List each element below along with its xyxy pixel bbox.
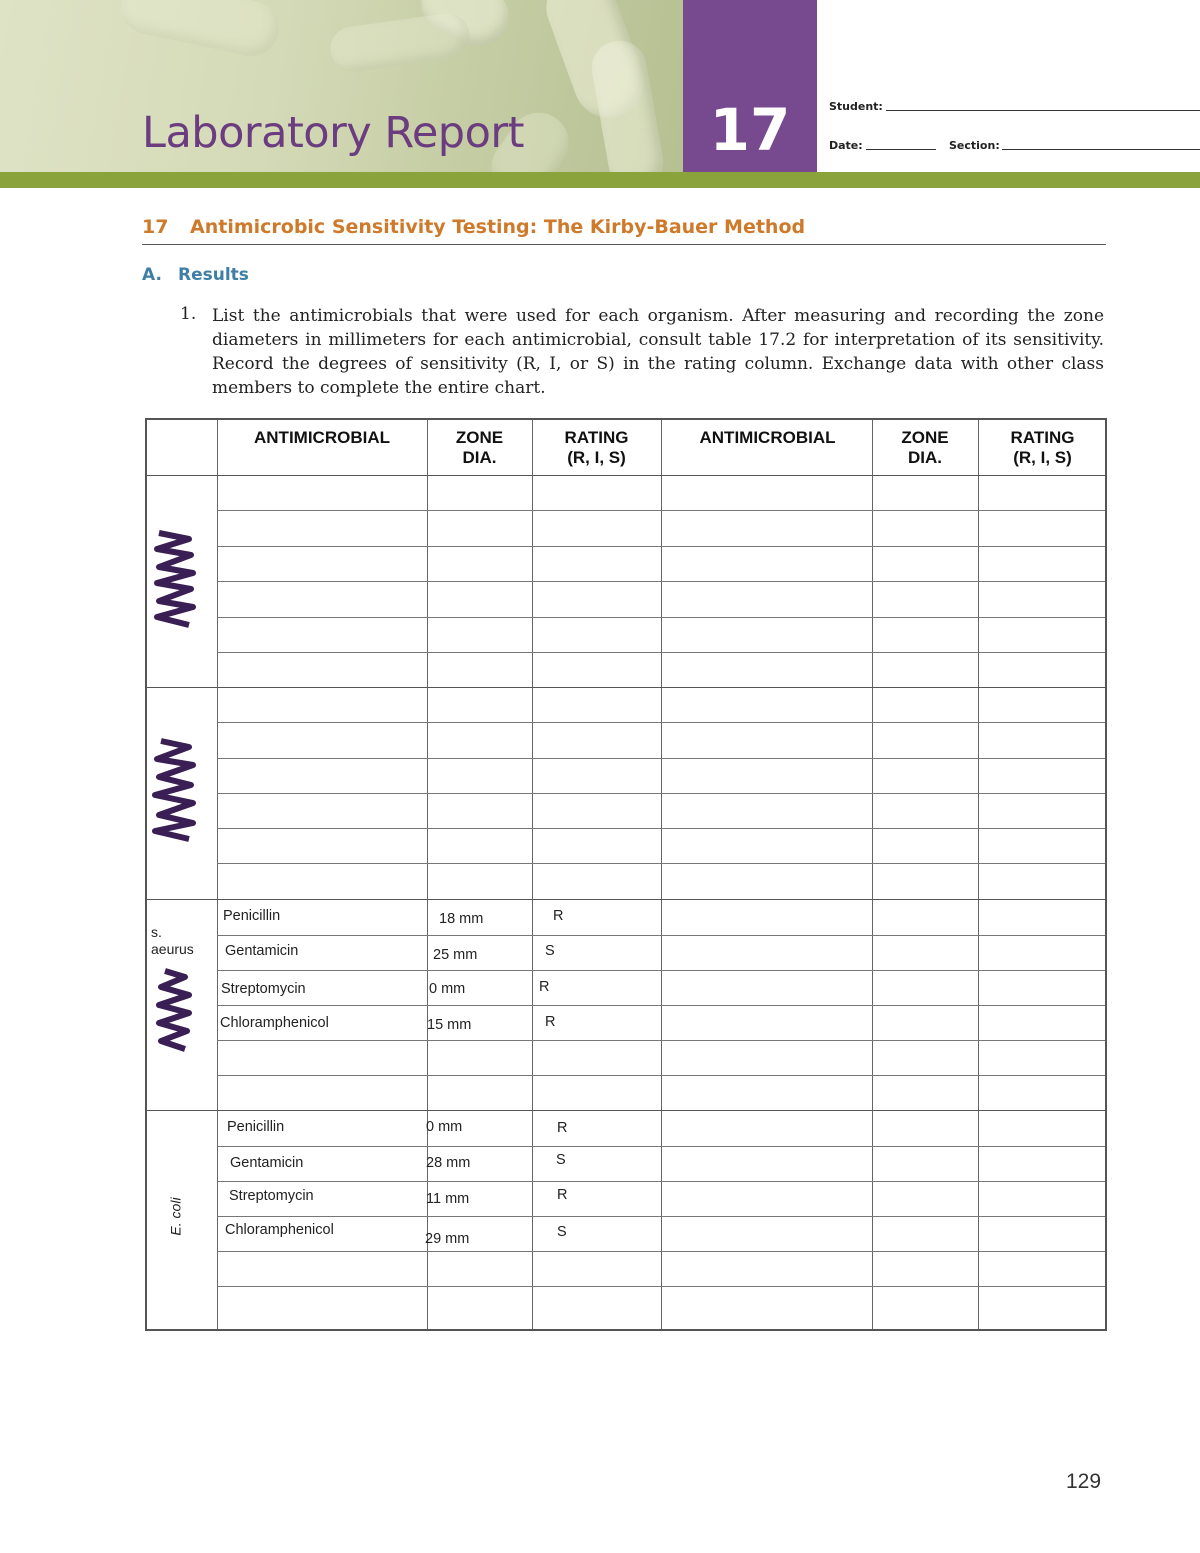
row-divider (217, 1075, 1105, 1076)
cell-zone: 25 mm (433, 947, 478, 963)
row-divider (217, 1181, 1105, 1182)
header-zone-line2: DIA. (908, 448, 942, 467)
group-divider (147, 687, 1105, 688)
header-rating-2 (978, 428, 1107, 468)
student-label: Student: (829, 100, 883, 113)
header-rating-line2: (R, I, S) (1013, 448, 1072, 467)
header-zone-line2: DIA. (462, 448, 497, 467)
cell-zone: 29 mm (425, 1231, 470, 1247)
scribble-mark (149, 525, 201, 635)
column-divider (217, 420, 218, 1329)
header-zone-1 (427, 428, 532, 468)
header-zone-line1: ZONE (901, 428, 949, 447)
column-divider (532, 420, 533, 1329)
cell-zone: 0 mm (429, 981, 466, 997)
row-divider (217, 510, 1105, 511)
subsection-title (142, 265, 249, 285)
cell-antimicrobial: Chloramphenicol (225, 1222, 334, 1238)
group-divider (147, 1110, 1105, 1111)
header-antimicrobial-1: ANTIMICROBIAL (254, 428, 390, 447)
organism-label-s-aureus (151, 924, 194, 958)
cell-antimicrobial: Streptomycin (229, 1188, 314, 1204)
row-divider (217, 1216, 1105, 1217)
date-label: Date: (829, 139, 863, 152)
cell-rating: S (545, 943, 555, 959)
header-rating-line1: RATING (1010, 428, 1075, 447)
cell-rating: S (556, 1152, 566, 1168)
row-divider (217, 758, 1105, 759)
row-divider (217, 793, 1105, 794)
organism-label-e-coli-text: E. coli (167, 1197, 184, 1236)
subsection-title-text: Results (178, 265, 249, 285)
page-number: 129 (1066, 1470, 1102, 1493)
header-divider-line (147, 475, 1105, 476)
row-divider (217, 1005, 1105, 1006)
bacteria-image (116, 0, 284, 61)
group-divider (147, 899, 1105, 900)
row-divider (217, 1040, 1105, 1041)
cell-zone: 18 mm (439, 911, 484, 927)
cell-rating: S (557, 1224, 567, 1240)
row-divider (217, 935, 1105, 936)
organism-label-e-coli (161, 1188, 191, 1248)
cell-rating: R (557, 1120, 568, 1136)
cell-antimicrobial: Chloramphenicol (220, 1015, 329, 1031)
organism-label-line2: aeurus (151, 941, 194, 957)
cell-rating: R (545, 1014, 556, 1030)
header-divider (0, 172, 1200, 188)
instruction-number: 1. (180, 304, 197, 324)
cell-zone: 15 mm (427, 1017, 472, 1033)
organism-label-line1: s. (151, 924, 162, 940)
report-title: Laboratory Report (142, 108, 524, 158)
header-zone-line1: ZONE (455, 428, 504, 447)
cell-zone: 28 mm (426, 1155, 471, 1171)
cell-rating: R (557, 1187, 568, 1203)
cell-antimicrobial: Penicillin (227, 1119, 285, 1135)
section-field[interactable] (1002, 149, 1200, 150)
scribble-mark (149, 735, 201, 847)
header-zone-2 (872, 428, 978, 468)
section-title (142, 216, 1106, 245)
row-divider (217, 863, 1105, 864)
cell-rating: R (553, 908, 564, 924)
chapter-number: 17 (683, 0, 817, 188)
row-divider (217, 1251, 1105, 1252)
results-table (145, 418, 1107, 1331)
row-divider (217, 617, 1105, 618)
cell-antimicrobial: Gentamicin (225, 943, 299, 959)
scribble-mark (149, 965, 201, 1060)
section-number: 17 (142, 216, 169, 238)
row-divider (217, 1146, 1105, 1147)
row-divider (217, 1286, 1105, 1287)
row-divider (217, 970, 1105, 971)
bacteria-image (587, 36, 667, 172)
row-divider (217, 546, 1105, 547)
cell-rating: R (539, 979, 550, 995)
cell-antimicrobial: Gentamicin (230, 1155, 304, 1171)
column-divider (872, 420, 873, 1329)
cell-zone: 11 mm (426, 1191, 470, 1207)
column-divider (978, 420, 979, 1329)
column-divider (661, 420, 662, 1329)
cell-antimicrobial: Penicillin (223, 908, 281, 924)
header-rating-1 (532, 428, 661, 468)
subsection-label: A. (142, 265, 162, 285)
row-divider (217, 722, 1105, 723)
header-rating-line2: (R, I, S) (567, 448, 626, 467)
bacteria-image (328, 10, 473, 74)
header-banner (0, 0, 683, 172)
row-divider (217, 828, 1105, 829)
student-field[interactable] (886, 110, 1200, 111)
section-label: Section: (949, 139, 1000, 152)
row-divider (217, 652, 1105, 653)
row-divider (217, 581, 1105, 582)
cell-antimicrobial: Streptomycin (221, 981, 306, 997)
instruction-text: List the antimicrobials that were used for each organism. After measuring and recording the zone diameters in millimeters for each antimicrobial, consult table 17.2 for interpretation of its sensitivity. Record the degrees of sensitivity (R, I, or S) in the rating column. Exchange data with other class members to complete the entire chart. (212, 306, 1104, 398)
section-title-text: Antimicrobic Sensitivity Testing: The Kirby-Bauer Method (190, 216, 806, 238)
header-rating-line1: RATING (564, 428, 629, 447)
date-field[interactable] (866, 149, 936, 150)
header-antimicrobial-2: ANTIMICROBIAL (699, 428, 836, 447)
cell-zone: 0 mm (426, 1119, 463, 1135)
